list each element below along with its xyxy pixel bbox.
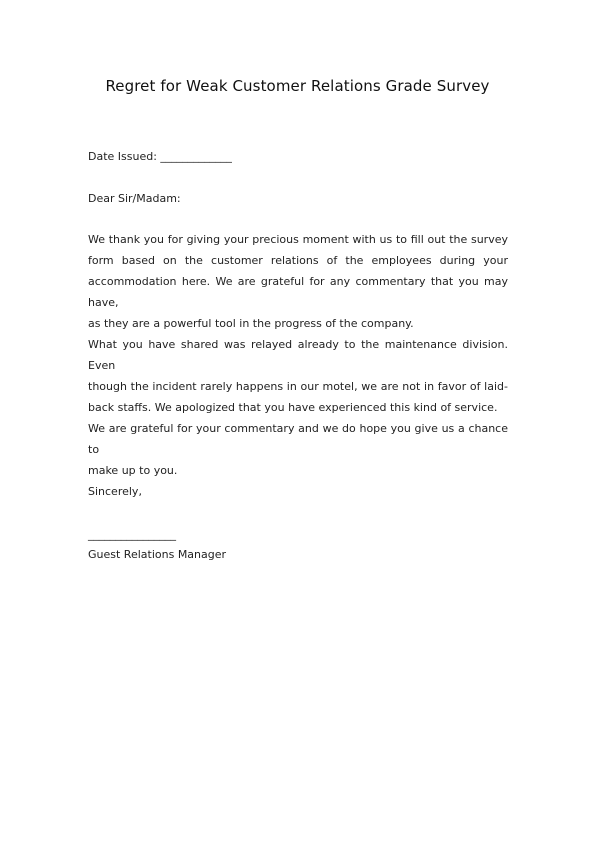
paragraph-line: as they are a powerful tool in the progress of the company. (88, 317, 414, 330)
paragraph-line: accommodation here. We are grateful for any commentary that you may have, (88, 275, 508, 309)
paragraph-line: We are grateful for your commentary and we do hope you give us a chance to (88, 422, 508, 456)
date-issued-line: Date Issued: _____________ (88, 150, 232, 163)
letter-title: Regret for Weak Customer Relations Grade Survey (105, 77, 490, 95)
paragraph-thanks (88, 229, 508, 334)
paragraph-line: What you have shared was relayed already to the maintenance division. Even (88, 338, 508, 372)
paragraph-relayed (88, 334, 508, 418)
signature-line: ________________ (88, 528, 176, 541)
signature-title: Guest Relations Manager (88, 548, 227, 561)
paragraph-line: back staffs. We apologized that you have experienced this kind of service. (88, 401, 498, 414)
paragraph-grateful (88, 418, 508, 481)
salutation: Dear Sir/Madam: (88, 192, 181, 205)
paragraph-line: make up to you. (88, 464, 178, 477)
closing: Sincerely, (88, 485, 142, 498)
paragraph-line: though the incident rarely happens in our motel, we are not in favor of laid- (88, 380, 508, 393)
paragraph-line: We thank you for giving your precious moment with us to fill out the survey (88, 233, 508, 246)
paragraph-line: form based on the customer relations of the employees during your (88, 254, 508, 267)
